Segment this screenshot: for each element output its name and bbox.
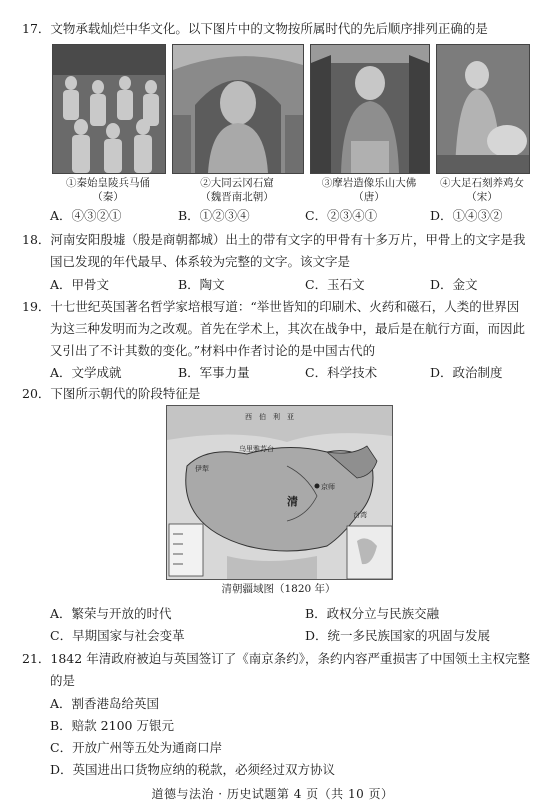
photo-leshan-buddha: [310, 44, 430, 174]
caption-title: ②大同云冈石窟: [200, 177, 274, 189]
option-d[interactable]: D．金文: [430, 277, 478, 292]
option-b[interactable]: B．①②③④: [178, 208, 250, 223]
option-c[interactable]: C．开放广州等五处为通商口岸: [50, 740, 223, 755]
photo-caption-4: [436, 176, 528, 204]
map-label-capital: 京师: [321, 483, 335, 491]
question-19-stem-line2: 为这三种发明而为之改观。首先在学术上，其次在战争中，最后是在航行方面，而因此: [50, 321, 526, 336]
caption-title: ③摩岩造像乐山大佛: [321, 177, 417, 189]
caption-era: （秦）: [92, 191, 124, 204]
photo-caption-3: [310, 176, 428, 204]
question-21-stem-line2: 的是: [50, 673, 76, 688]
option-c[interactable]: C．科学技术: [305, 365, 378, 380]
option-b[interactable]: B．政权分立与民族交融: [305, 606, 440, 621]
question-20-stem: 20．下图所示朝代的阶段特征是: [22, 386, 201, 401]
photo-yungang-grottoes: [172, 44, 304, 174]
question-17-stem: 17．文物承载灿烂中华文化。以下图片中的文物按所属时代的先后顺序排列正确的是: [22, 21, 488, 36]
question-18-stem-line2: 国已发现的年代最早、体系较为完整的文字。该文字是: [50, 254, 351, 269]
option-a[interactable]: A．④③②①: [50, 208, 122, 223]
caption-title: ①秦始皇陵兵马俑: [66, 177, 150, 189]
option-c[interactable]: C．早期国家与社会变革: [50, 628, 185, 643]
qing-territory-map: [166, 405, 393, 580]
option-d[interactable]: D．统一多民族国家的巩固与发展: [305, 628, 491, 643]
photo-dazu-chicken-woman: [436, 44, 530, 174]
map-label-qing: 清: [287, 495, 298, 508]
caption-era: （魏晋南北朝）: [200, 191, 274, 204]
option-a[interactable]: A．文学成就: [50, 365, 122, 380]
question-19-stem-line3: 又引出了不计其数的变化。”材料中作者讨论的是中国古代的: [50, 343, 376, 358]
photo-caption-2: [172, 176, 302, 204]
map-caption: 清朝疆域图（1820 年）: [221, 583, 336, 595]
option-a[interactable]: A．甲骨文: [50, 277, 110, 292]
question-19-stem-line1: 19．十七世纪英国著名哲学家培根写道：“举世皆知的印刷术、火药和磁石，人类的世界因: [22, 299, 520, 314]
option-b[interactable]: B．陶文: [178, 277, 225, 292]
map-label-taiwan: 台湾: [353, 511, 367, 519]
photo-caption-1: [52, 176, 164, 204]
option-c[interactable]: C．②③④①: [305, 208, 378, 223]
option-a[interactable]: A．繁荣与开放的时代: [50, 606, 172, 621]
question-21-stem-line1: 21．1842 年清政府被迫与英国签订了《南京条约》，条约内容严重损害了中国领土主权完整: [22, 651, 530, 666]
page-footer: 道德与法治 · 历史试题第 4 页（共 10 页）: [151, 787, 394, 801]
map-label-siberia: 西 伯 利 亚: [245, 413, 294, 421]
option-c[interactable]: C．玉石文: [305, 277, 365, 292]
map-label-ili: 伊犁: [195, 465, 209, 473]
option-b[interactable]: B．赔款 2100 万银元: [50, 718, 174, 733]
caption-title: ④大足石刻养鸡女: [440, 177, 524, 189]
option-a[interactable]: A．割香港岛给英国: [50, 696, 160, 711]
option-d[interactable]: D．英国进出口货物应纳的税款，必须经过双方协议: [50, 762, 336, 777]
option-d[interactable]: D．政治制度: [430, 365, 503, 380]
caption-era: （唐）: [353, 191, 385, 204]
map-label-uliastai: 乌里雅苏台: [239, 445, 274, 453]
option-d[interactable]: D．①④③②: [430, 208, 503, 223]
question-18-stem-line1: 18．河南安阳殷墟（殷是商朝都城）出土的带有文字的甲骨有十多万片，甲骨上的文字是我: [22, 232, 526, 247]
option-b[interactable]: B．军事力量: [178, 365, 250, 380]
caption-era: （宋）: [466, 191, 498, 204]
photo-terracotta-warriors: [52, 44, 166, 174]
